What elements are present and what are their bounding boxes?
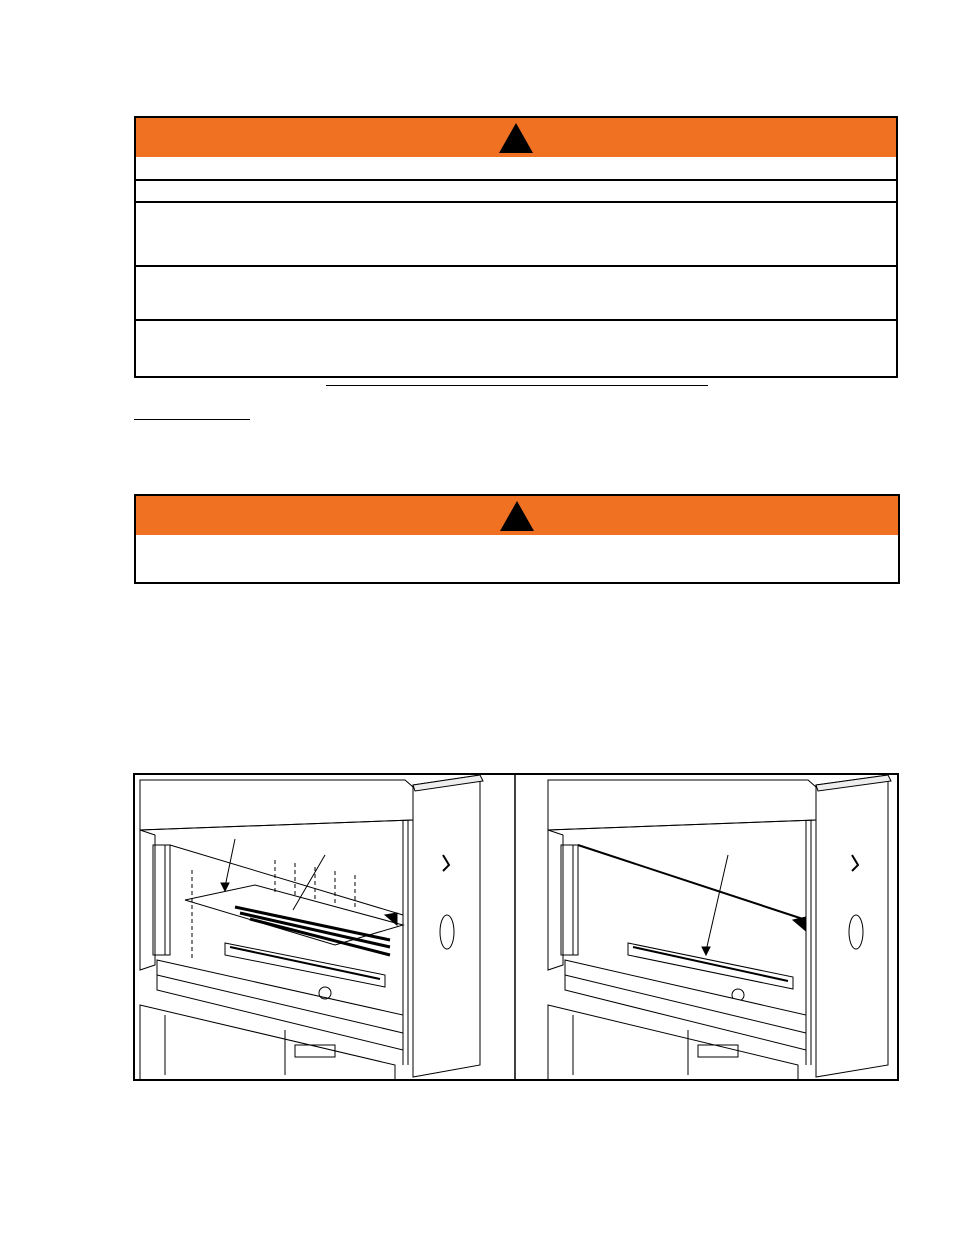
underline-rule [326, 385, 708, 386]
warning-row-divider [136, 319, 896, 321]
left-assembly-view [140, 775, 483, 1081]
assembly-figure [133, 773, 899, 1081]
warning-box-2 [134, 494, 900, 584]
underline-rule [134, 419, 250, 420]
warning-triangle-icon [498, 499, 536, 533]
right-assembly-view [548, 775, 891, 1081]
warning-row-divider [136, 201, 896, 203]
warning-triangle-icon [497, 121, 535, 155]
warning-row-divider [136, 179, 896, 181]
warning-row-divider [136, 265, 896, 267]
warning-box-1 [134, 116, 898, 378]
warning-header-1 [136, 118, 896, 157]
warning-header-2 [136, 496, 898, 535]
assembly-illustration [135, 775, 899, 1081]
